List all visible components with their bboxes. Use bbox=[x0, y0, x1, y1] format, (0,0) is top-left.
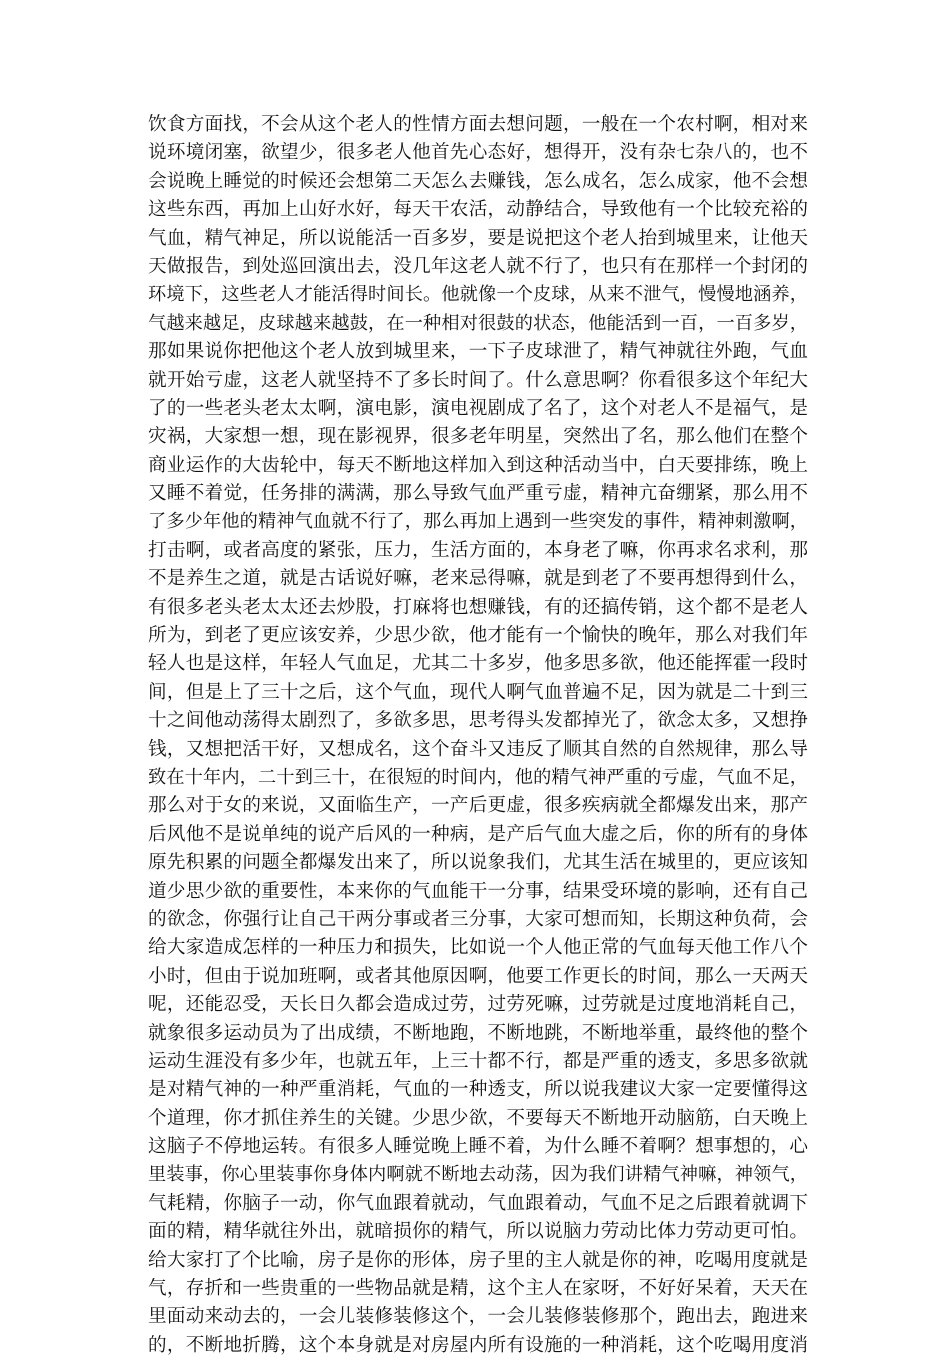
text-line: 是对精气神的一种严重消耗，气血的一种透支，所以说我建议大家一定要懂得这 bbox=[148, 1079, 808, 1101]
text-line: 个道理，你才抓住养生的关键。少思少欲，不要每天不断地开动脑筋，白天晚上 bbox=[148, 1107, 808, 1129]
text-line: 气耗精，你脑子一动，你气血跟着就动，气血跟着动，气血不足之后跟着就调下 bbox=[148, 1192, 808, 1214]
text-line: 那如果说你把他这个老人放到城里来，一下子皮球泄了，精气神就往外跑，气血 bbox=[148, 341, 808, 363]
text-line: 里装事，你心里装事你身体内啊就不断地去动荡，因为我们讲精气神嘛，神领气， bbox=[148, 1164, 808, 1186]
text-line: 灾祸，大家想一想，现在影视界，很多老年明星，突然出了名，那么他们在整个 bbox=[148, 426, 808, 448]
text-line: 有很多老头老太太还去炒股，打麻将也想赚钱，有的还搞传销，这个都不是老人 bbox=[148, 596, 808, 618]
text-line: 气越来越足，皮球越来越鼓，在一种相对很鼓的状态，他能活到一百，一百多岁， bbox=[148, 312, 808, 334]
text-line: 就开始亏虚，这老人就坚持不了多长时间了。什么意思啊？你看很多这个年纪大 bbox=[148, 369, 808, 391]
text-line: 轻人也是这样，年轻人气血足，尤其二十多岁，他多思多欲，他还能挥霍一段时 bbox=[148, 653, 808, 675]
text-line: 里面动来动去的，一会儿装修装修这个，一会儿装修装修那个，跑出去，跑进来 bbox=[148, 1306, 808, 1328]
text-line: 运动生涯没有多少年，也就五年，上三十都不行，都是严重的透支，多思多欲就 bbox=[148, 1050, 808, 1072]
text-line: 说环境闭塞，欲望少，很多老人他首先心态好，想得开，没有杂七杂八的，也不 bbox=[148, 142, 808, 164]
text-line: 面的精，精华就往外出，就暗损你的精气，所以说脑力劳动比体力劳动更可怕。 bbox=[148, 1221, 808, 1243]
text-line: 饮食方面找，不会从这个老人的性情方面去想问题，一般在一个农村啊，相对来 bbox=[148, 114, 808, 135]
text-line: 就象很多运动员为了出成绩，不断地跑，不断地跳，不断地举重，最终他的整个 bbox=[148, 1022, 808, 1044]
text-line: 不是养生之道，就是古话说好嘛，老来忌得嘛，就是到老了不要再想得到什么， bbox=[148, 568, 808, 590]
text-line: 后风他不是说单纯的说产后风的一种病，是产后气血大虚之后，你的所有的身体 bbox=[148, 823, 808, 845]
text-line: 呢，还能忍受，天长日久都会造成过劳，过劳死嘛，过劳就是过度地消耗自己， bbox=[148, 994, 808, 1016]
text-line: 气血，精气神足，所以说能活一百多岁，要是说把这个老人抬到城里来，让他天 bbox=[148, 227, 808, 249]
text-line: 打击啊，或者高度的紧张，压力，生活方面的，本身老了嘛，你再求名求利，那 bbox=[148, 539, 808, 561]
text-line: 会说晚上睡觉的时候还会想第二天怎么去赚钱，怎么成名，怎么成家，他不会想 bbox=[148, 170, 808, 192]
text-line: 道少思少欲的重要性，本来你的气血能干一分事，结果受环境的影响，还有自己 bbox=[148, 880, 808, 902]
body-text bbox=[148, 111, 808, 1360]
text-line: 十之间他动荡得太剧烈了，多欲多思，思考得头发都掉光了，欲念太多，又想挣 bbox=[148, 710, 808, 732]
text-line: 这些东西，再加上山好水好，每天干农活，动静结合，导致他有一个比较充裕的 bbox=[148, 199, 808, 221]
text-line: 了多少年他的精神气血就不行了，那么再加上遇到一些突发的事件，精神刺激啊， bbox=[148, 511, 808, 533]
text-line: 致在十年内，二十到三十，在很短的时间内，他的精气神严重的亏虚，气血不足， bbox=[148, 766, 808, 788]
text-line: 间，但是上了三十之后，这个气血，现代人啊气血普遍不足，因为就是二十到三 bbox=[148, 681, 808, 703]
text-line: 给大家造成怎样的一种压力和损失，比如说一个人他正常的气血每天他工作八个 bbox=[148, 937, 808, 959]
text-line: 了的一些老头老太太啊，演电影，演电视剧成了名了，这个对老人不是福气，是 bbox=[148, 397, 808, 419]
text-line: 小时，但由于说加班啊，或者其他原因啊，他要工作更长的时间，那么一天两天 bbox=[148, 965, 808, 987]
text-line: 钱，又想把活干好，又想成名，这个奋斗又违反了顺其自然的自然规律，那么导 bbox=[148, 738, 808, 760]
text-line: 商业运作的大齿轮中，每天不断地这样加入到这种活动当中，白天要排练，晚上 bbox=[148, 454, 808, 476]
text-line: 的欲念，你强行让自己干两分事或者三分事，大家可想而知，长期这种负荷，会 bbox=[148, 908, 808, 930]
text-line: 所为，到老了更应该安养，少思少欲，他才能有一个愉快的晚年，那么对我们年 bbox=[148, 625, 808, 647]
text-line: 气，存折和一些贵重的一些物品就是精，这个主人在家呀，不好好呆着，天天在 bbox=[148, 1278, 808, 1300]
text-line: 这脑子不停地运转。有很多人睡觉晚上睡不着，为什么睡不着啊？想事想的，心 bbox=[148, 1136, 808, 1158]
text-line: 那么对于女的来说，又面临生产，一产后更虚，很多疾病就全都爆发出来，那产 bbox=[148, 795, 808, 817]
text-line: 的，不断地折腾，这个本身就是对房屋内所有设施的一种消耗，这个吃喝用度消 bbox=[148, 1334, 808, 1356]
text-line: 天做报告，到处巡回演出去，没几年这老人就不行了，也只有在那样一个封闭的 bbox=[148, 255, 808, 277]
text-line: 环境下，这些老人才能活得时间长。他就像一个皮球，从来不泄气，慢慢地涵养， bbox=[148, 284, 808, 306]
text-line: 给大家打了个比喻，房子是你的形体，房子里的主人就是你的神，吃喝用度就是 bbox=[148, 1249, 808, 1271]
text-line: 原先积累的问题全都爆发出来了，所以说象我们，尤其生活在城里的，更应该知 bbox=[148, 852, 808, 874]
text-line: 又睡不着觉，任务排的满满，那么导致气血严重亏虚，精神亢奋绷紧，那么用不 bbox=[148, 483, 808, 505]
